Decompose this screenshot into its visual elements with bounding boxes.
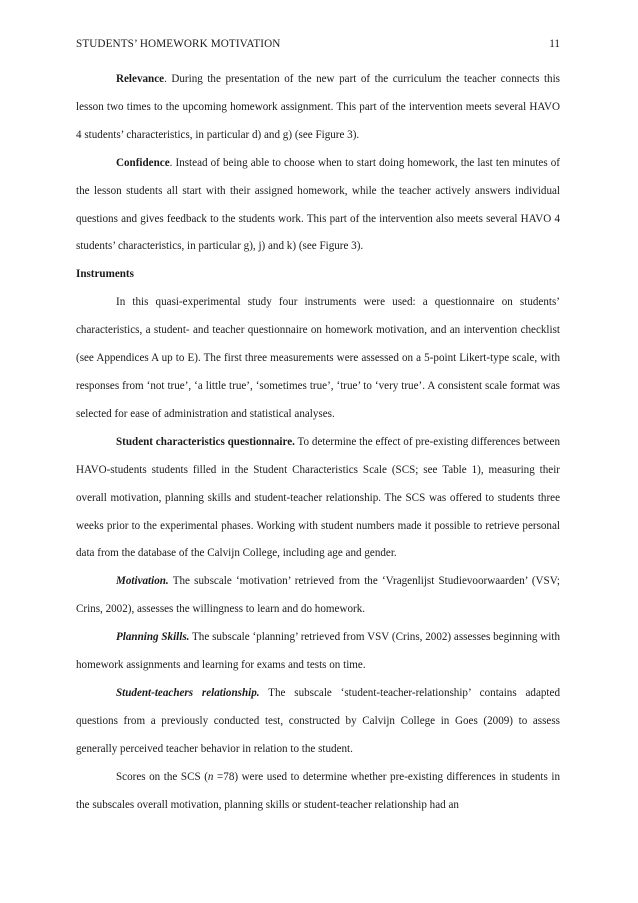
relationship-lead: Student-teachers relationship. <box>116 686 260 699</box>
paragraph-instruments <box>76 289 560 429</box>
body-text <box>76 66 560 819</box>
page-number: 11 <box>549 38 560 50</box>
section-heading-instruments: Instruments <box>76 268 134 281</box>
scores-text-after: =78) were used to determine whether pre-existing differences in students in the subscales overall motivation, planning skills or student-teacher relationship had an <box>76 770 560 811</box>
scores-text-before: Scores on the SCS ( <box>116 770 208 783</box>
motivation-lead: Motivation. <box>116 575 169 588</box>
running-title: STUDENTS’ HOMEWORK MOTIVATION <box>76 38 281 50</box>
planning-text: The subscale ‘planning’ retrieved from VSV (Crins, 2002) assesses beginning with homework assignments and learning for exams and tests on time. <box>76 631 561 672</box>
relevance-text: . During the presentation of the new part of the curriculum the teacher connects this lesson two times to the upcoming homework assignment. This part of the intervention meets several HAVO 4 students’ characteristics, in particular d) and g) (see Figure 3). <box>76 73 560 141</box>
confidence-text: . Instead of being able to choose when to start doing homework, the last ten minutes of the lesson students all start with their assigned homework, while the teacher actively answers individual questions and gives feedback to the students work. This part of the intervention also meets several HAVO 4 students’ characteristics, in particular g), j) and k) (see Figure 3). <box>76 156 560 253</box>
paragraph-relationship <box>76 680 560 764</box>
paragraph-planning <box>76 624 560 680</box>
paragraph-scores <box>76 764 560 820</box>
student-characteristics-text: To determine the effect of pre-existing differences between HAVO-students students filled in the Student Characteristics Scale (SCS; see Table 1), measuring their overall motivation, planning skills and student-teacher relationship. The SCS was offered to students three weeks prior to the experimental phases. Working with student numbers made it possible to retrieve personal data from the database of the Calvijn College, including age and gender. <box>76 435 561 560</box>
running-header <box>76 36 560 52</box>
paragraph-student-characteristics <box>76 429 560 569</box>
planning-lead: Planning Skills. <box>116 631 190 644</box>
relevance-lead: Relevance <box>116 73 165 85</box>
student-characteristics-lead: Student characteristics questionnaire. <box>116 435 295 448</box>
scores-n-symbol: n <box>207 770 214 783</box>
paragraph-motivation <box>76 568 560 624</box>
motivation-text: The subscale ‘motivation’ retrieved from the ‘Vragenlijst Studievoorwaarden’ (VSV; Crins, 2002), assesses the willingness to learn and do homework. <box>76 575 560 616</box>
paragraph-relevance <box>76 66 560 150</box>
instruments-text: In this quasi-experimental study four instruments were used: a questionnaire on students’ characteristics, a student- and teacher questionnaire on homework motivation, and an intervention checklist (see Appendices A up to E). The first three measurements were assessed on a 5-point Likert-type scale, with responses from ‘not true’, ‘a little true’, ‘sometimes true’, ‘true’ to ‘very true’. A consistent scale format was selected for ease of administration and statistical analyses. <box>76 296 560 420</box>
paragraph-confidence <box>76 150 560 262</box>
confidence-lead: Confidence <box>116 156 170 169</box>
relationship-text: The subscale ‘student-teacher-relationship’ contains adapted questions from a previously conducted test, constructed by Calvijn College in Goes (2009) to assess generally perceived teacher behavior in relation to the student. <box>76 686 560 755</box>
